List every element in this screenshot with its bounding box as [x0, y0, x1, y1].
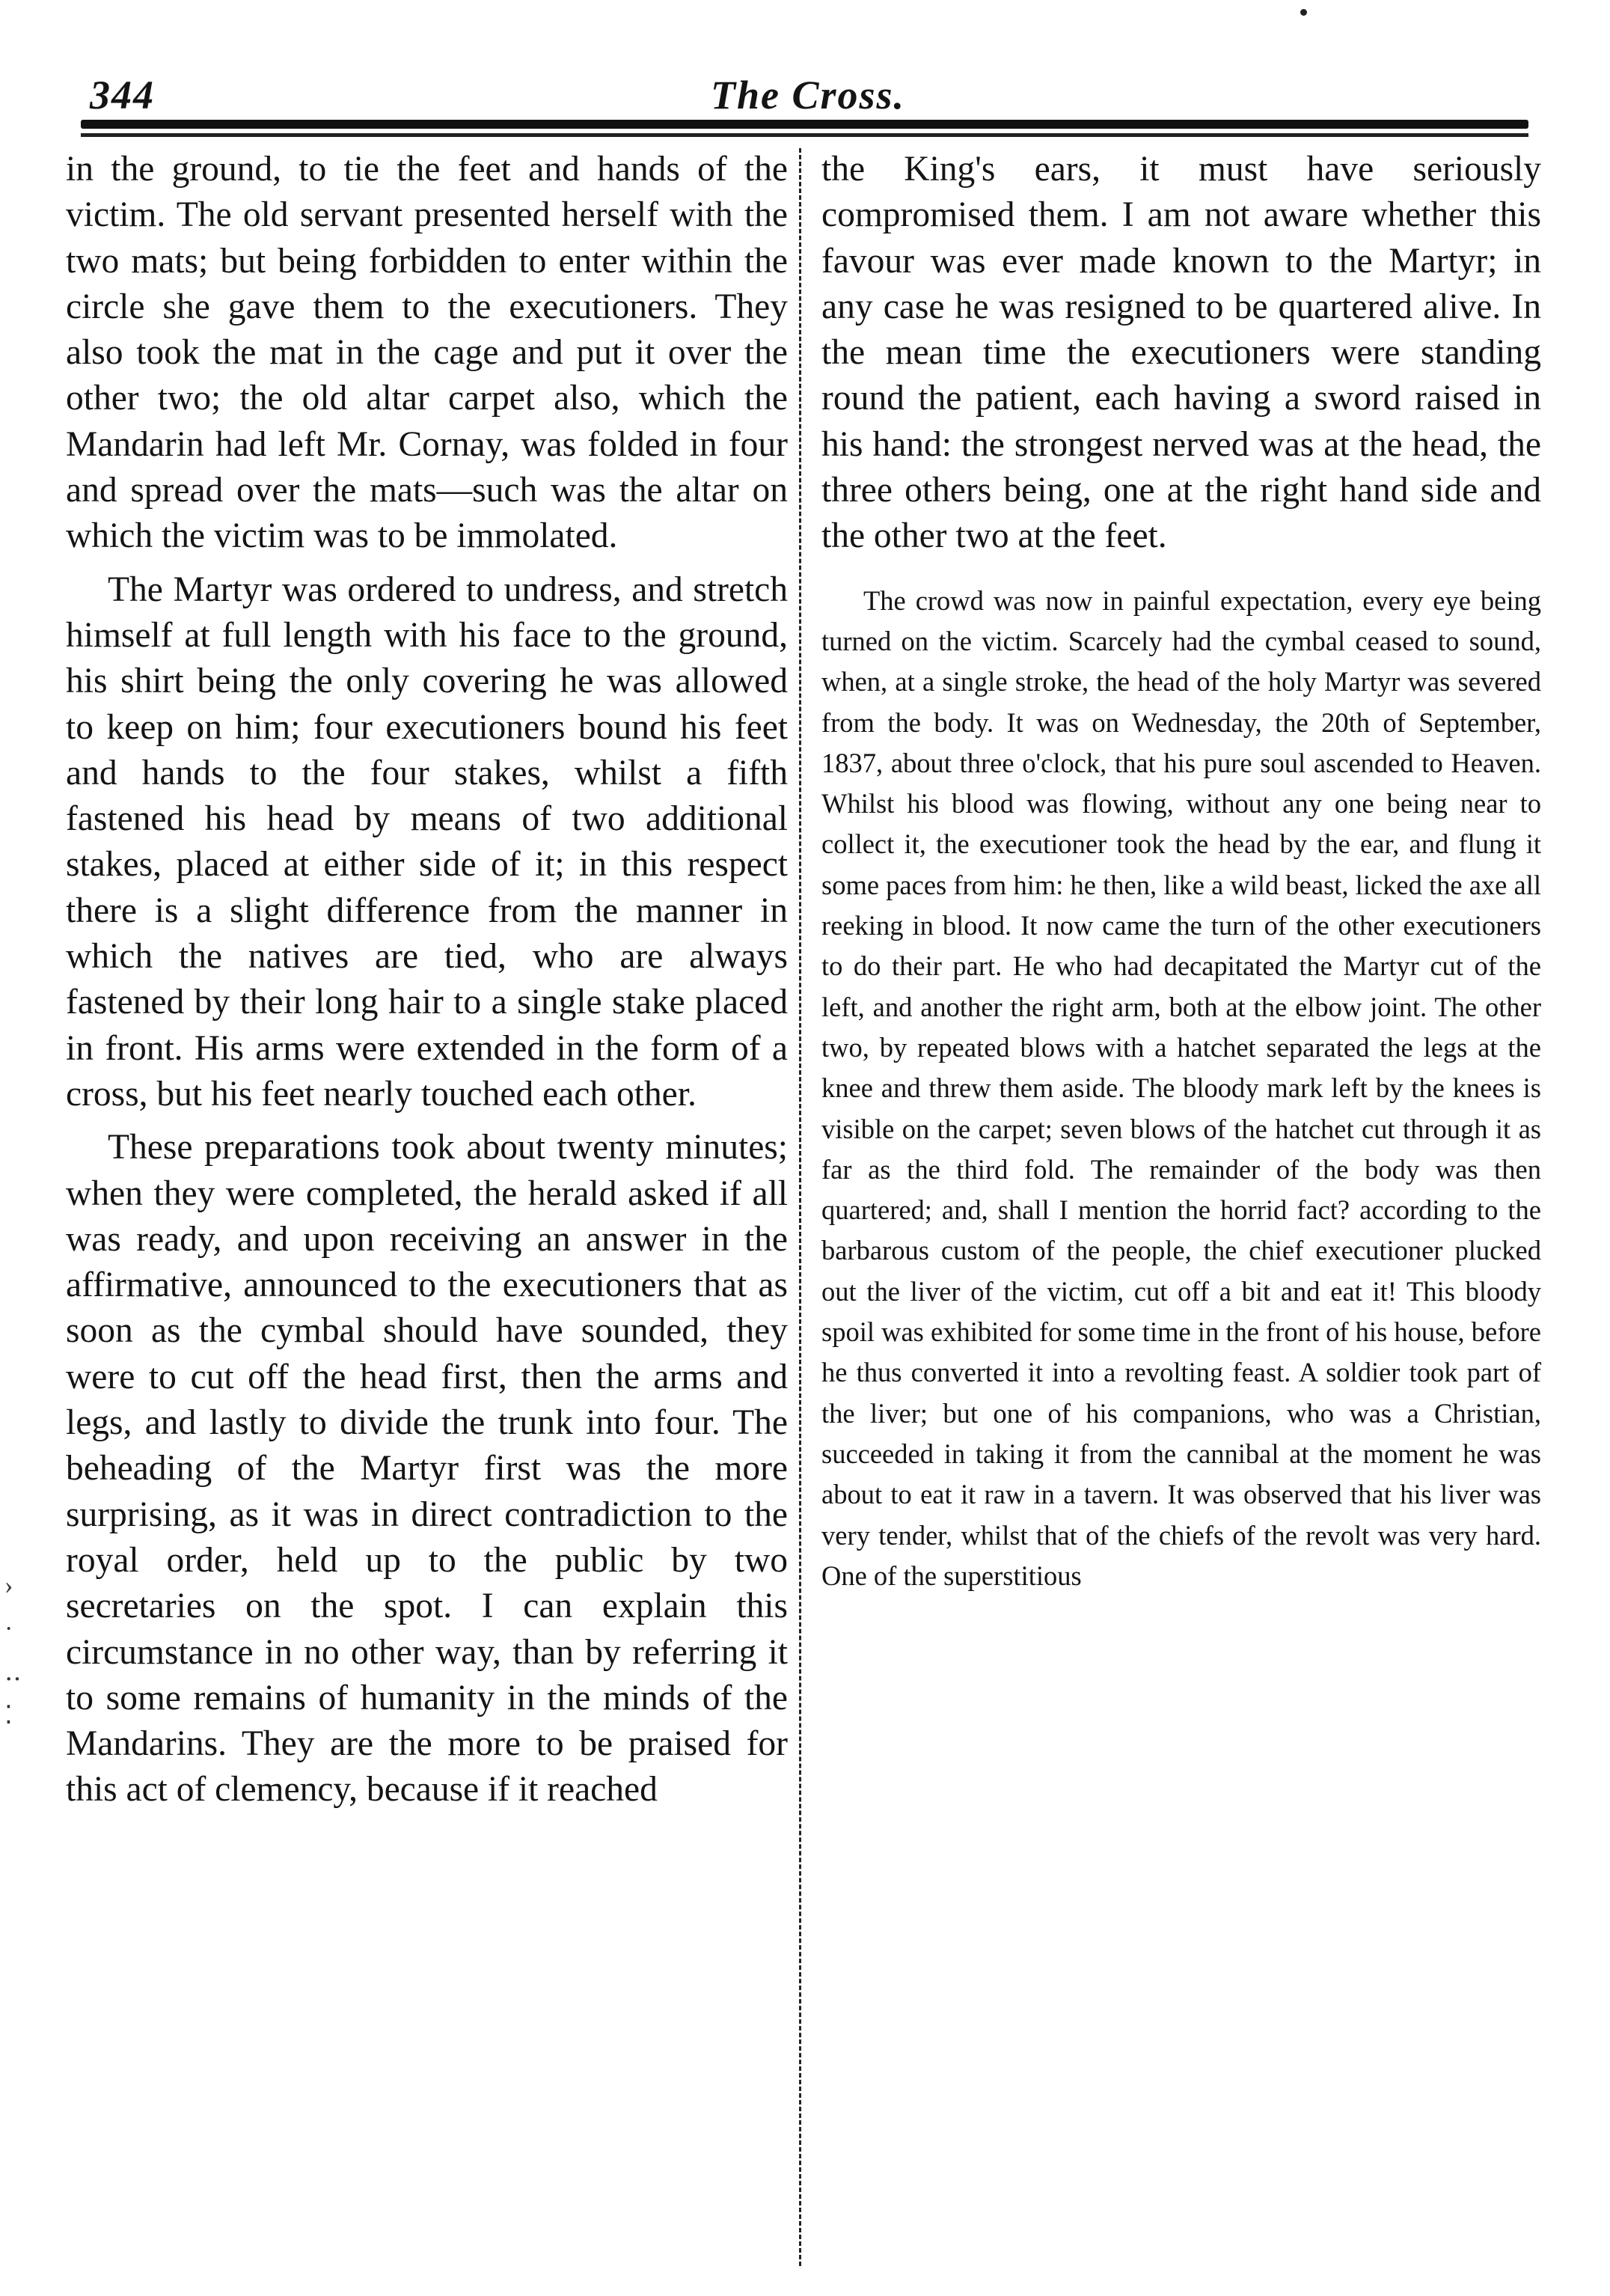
ink-speck — [1300, 9, 1307, 16]
paragraph: in the ground, to tie the feet and hands of the victim. The old servant presented herself with the two mats; but being forbidden to enter within the circle she gave them to the executioners. They also took the mat in the cage and put it over the other two; the old altar carpet also, which the Mandarin had left Mr. Cornay, was folded in four and spread over the mats—such was the altar on which the victim was to be immolated. — [66, 150, 788, 556]
page-header — [90, 72, 1526, 124]
left-column — [66, 147, 788, 1813]
right-small-text — [821, 581, 1541, 1596]
column-divider — [799, 148, 801, 2266]
page-number: 344 — [90, 73, 155, 117]
header-rule-thin — [81, 133, 1528, 137]
paragraph: The crowd was now in painful expectation, every eye being turned on the victim. Scarcely had the cymbal ceased to sound, when, at a single stroke, the head of the holy Martyr was severed from the body. It was on Wednesday, the 20th of September, 1837, about three o'clock, that his pure soul ascended to Heaven. Whilst his blood was flowing, without any one being near to collect it, the executioner took the head by the ear, and flung it some paces from him: he then, like a wild beast, licked the axe all reeking in blood. It now came the turn of the other executioners to do their part. He who had decapitated the Martyr cut of the left, and another the right arm, both at the elbow joint. The other two, by repeated blows with a hatchet separated the legs at the knee and threw them aside. The bloody mark left by the knees is visible on the carpet; seven blows of the hatchet cut through it as far as the third fold. The remainder of the body was then quartered; and, shall I mention the horrid fact? according to the barbarous custom of the people, the chief executioner plucked out the liver of the victim, cut off a bit and eat it! This bloody spoil was exhibited for some time in the front of his house, before he thus converted it into a revolting feast. A soldier took part of the liver; but one of his companions, who was a Christian, succeeded in taking it from the cannibal at the moment he was about to eat it raw in a tavern. It was observed that his liver was very tender, whilst that of the chiefs of the revolt was very hard. One of the superstitious — [821, 584, 1541, 1591]
paragraph: the King's ears, it must have seriously compromised them. I am not aware whether this favour was ever made known to the Martyr; in any case he was resigned to be quartered alive. In the mean time the executioners were standing round the patient, each having a sword raised in his hand: the strongest nerved was at the head, the three others being, one at the right hand side and the other two at the feet. — [821, 150, 1541, 556]
margin-marks: › · ‥ ⁚ — [4, 1572, 22, 1729]
paragraph: These preparations took about twenty minutes; when they were completed, the herald asked if all was ready, and upon receiving an answer in the affirmative, announced to the executioners that as soon as the cymbal should have sounded, they were to cut off the head first, then the arms and legs, and lastly to divide the trunk into four. The beheading of the Martyr first was the more surprising, as it was in direct contradiction to the royal order, held up to the public by two secretaries on the spot. I can explain this circumstance in no other way, than by referring it to some remains of humanity in the minds of the Mandarins. They are the more to be praised for this act of clemency, because if it reached — [66, 1128, 788, 1810]
header-rule-thick — [81, 120, 1528, 129]
running-title: The Cross. — [710, 73, 906, 117]
right-column — [821, 147, 1541, 1596]
right-large-text — [821, 147, 1541, 560]
paragraph: The Martyr was ordered to undress, and stretch himself at full length with his face to the ground, his shirt being the only covering he was allowed to keep on him; four executioners bound his feet and hands to the four stakes, whilst a fifth fastened his head by means of two additional stakes, placed at either side of it; in this respect there is a slight difference from the manner in which the natives are tied, who are always fastened by their long hair to a single stake placed in front. His arms were extended in the form of a cross, but his feet nearly touched each other. — [66, 570, 788, 1114]
